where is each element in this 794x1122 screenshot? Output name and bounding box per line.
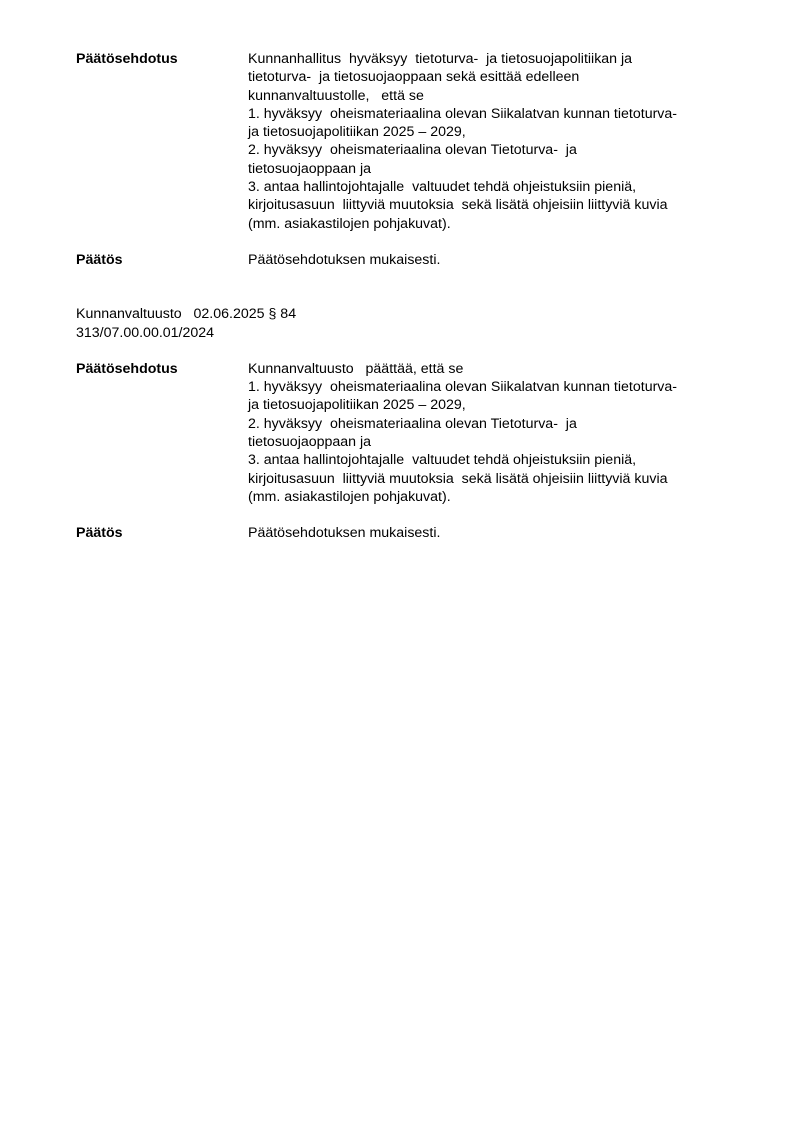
hallitus-decision-row (76, 251, 736, 269)
proposal-line: (mm. asiakastilojen pohjakuvat). (248, 488, 451, 505)
proposal-line: kirjoitusasuun liittyviä muutoksia sekä lisätä ohjeisiin liittyviä kuvia (248, 470, 668, 487)
proposal-line: 3. antaa hallintojohtajalle valtuudet tehdä ohjeistuksiin pieniä, (248, 452, 637, 469)
proposal-line: 2. hyväksyy oheismateriaalina olevan Tietoturva- ja (248, 415, 577, 432)
proposal-line: 1. hyväksyy oheismateriaalina olevan Siikalatvan kunnan tietoturva- (248, 105, 678, 122)
proposal-line: 2. hyväksyy oheismateriaalina olevan Tietoturva- ja (248, 142, 577, 159)
valtuusto-decision-text: Päätösehdotuksen mukaisesti. (248, 525, 441, 542)
hallitus-decision-label: Päätös (76, 251, 123, 268)
hallitus-proposal-text (248, 50, 736, 233)
proposal-line: Kunnanhallitus hyväksyy tietoturva- ja tietosuojapolitiikan ja (248, 51, 633, 67)
document-page (76, 50, 736, 543)
proposal-line: Kunnanvaltuusto päättää, että se (248, 360, 464, 377)
spacer (76, 506, 736, 524)
valtuusto-decision-label: Päätös (76, 525, 123, 542)
hallitus-decision-text: Päätösehdotuksen mukaisesti. (248, 251, 441, 268)
valtuusto-proposal-label: Päätösehdotus (76, 360, 178, 377)
spacer (76, 269, 736, 305)
proposal-line: kunnanvaltuustolle, että se (248, 87, 424, 104)
proposal-line: kirjoitusasuun liittyviä muutoksia sekä lisätä ohjeisiin liittyviä kuvia (248, 197, 668, 214)
proposal-line: tietoturva- ja tietosuojaoppaan sekä esittää edelleen (248, 69, 580, 86)
record-number: 313/07.00.00.01/2024 (76, 324, 215, 341)
valtuusto-section-heading (76, 305, 736, 342)
spacer (76, 342, 736, 360)
hallitus-proposal-label: Päätösehdotus (76, 51, 178, 67)
proposal-line: 3. antaa hallintojohtajalle valtuudet tehdä ohjeistuksiin pieniä, (248, 179, 637, 196)
proposal-line: ja tietosuojapolitiikan 2025 – 2029, (248, 397, 466, 414)
proposal-line: ja tietosuojapolitiikan 2025 – 2029, (248, 124, 466, 141)
valtuusto-decision-row (76, 524, 736, 542)
valtuusto-proposal-row (76, 360, 736, 506)
proposal-line: (mm. asiakastilojen pohjakuvat). (248, 215, 451, 232)
proposal-line: 1. hyväksyy oheismateriaalina olevan Siikalatvan kunnan tietoturva- (248, 379, 678, 396)
meeting-reference: Kunnanvaltuusto 02.06.2025 § 84 (76, 306, 297, 323)
hallitus-proposal-row (76, 50, 736, 233)
valtuusto-proposal-text (248, 360, 736, 506)
proposal-line: tietosuojaoppaan ja (248, 434, 372, 451)
proposal-line: tietosuojaoppaan ja (248, 160, 372, 177)
spacer (76, 233, 736, 251)
